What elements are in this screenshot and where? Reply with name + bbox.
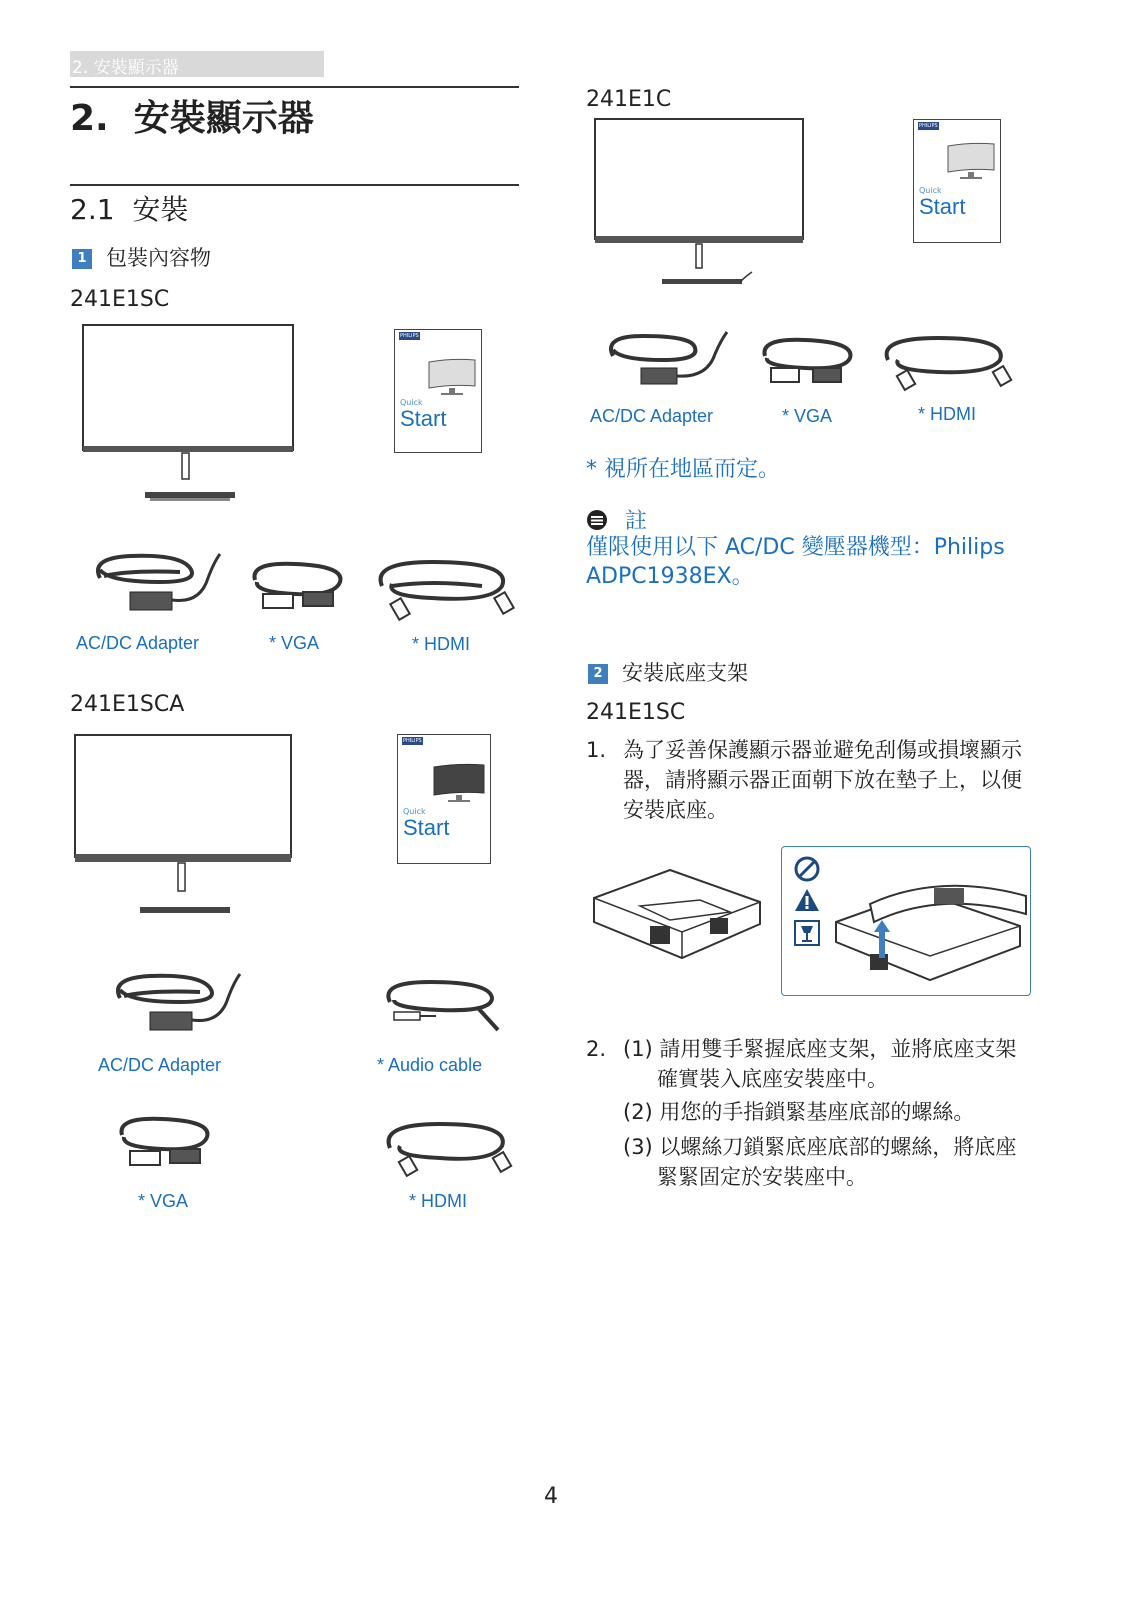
- model-label: 241E1SC: [70, 287, 170, 312]
- subheading-stand: [588, 657, 748, 687]
- chapter-title: 2. 安裝顯示器: [70, 98, 314, 139]
- adapter-cable-illustration: [90, 548, 230, 618]
- monitor-thumbnail-icon: [946, 142, 996, 182]
- adapter-cable-illustration: [603, 330, 743, 390]
- monitor-illustration: [80, 322, 300, 512]
- step-1-number: 1.: [586, 738, 607, 762]
- quick-start-quick: Quick: [400, 398, 423, 407]
- vga-label: * VGA: [782, 406, 833, 426]
- vga-cable-illustration: [112, 1115, 222, 1180]
- hdmi-cable-illustration: [372, 556, 522, 621]
- section-rule: [70, 184, 519, 186]
- monitor-on-foam-illustration: [830, 866, 1026, 986]
- model-label: 241E1SC: [586, 700, 686, 725]
- quick-start-brand: PHILIPS: [919, 123, 938, 129]
- foam-box-illustration: [590, 862, 765, 972]
- fragile-icon: [794, 920, 820, 946]
- audio-cable-label: * Audio cable: [377, 1055, 483, 1075]
- note-icon: [586, 509, 608, 531]
- quick-start-quick: Quick: [919, 186, 942, 195]
- step-1-text: 為了妥善保護顯示器並避免刮傷或損壞顯示器，請將顯示器正面朝下放在墊子上，以便安裝底座。: [623, 738, 1022, 822]
- section-title: 2.1 安裝: [70, 193, 189, 226]
- monitor-illustration: [592, 116, 812, 291]
- subheading-contents: [72, 242, 211, 272]
- vga-label: * VGA: [138, 1191, 189, 1211]
- quick-start-guide: [397, 734, 491, 864]
- hdmi-label: * HDMI: [409, 1191, 467, 1211]
- warning-icon: [794, 888, 820, 912]
- adapter-label: AC/DC Adapter: [98, 1055, 222, 1075]
- monitor-thumbnail-icon: [432, 763, 486, 805]
- note-text: 僅限使用以下 AC/DC 變壓器機型：Philips ADPC1938EX。: [586, 535, 1005, 589]
- model-label: 241E1SCA: [70, 692, 185, 717]
- monitor-illustration: [72, 732, 297, 917]
- step-2c-text: (3) 以螺絲刀鎖緊底座底部的螺絲，將底座緊緊固定於安裝座中。: [623, 1135, 1017, 1189]
- subheading-text: 包裝內容物: [106, 246, 211, 270]
- subheading-number: 1: [72, 249, 92, 269]
- quick-start-start: Start: [403, 815, 450, 840]
- subheading-text: 安裝底座支架: [622, 661, 748, 685]
- step-2b-text: (2) 用您的手指鎖緊基座底部的螺絲。: [623, 1100, 975, 1124]
- subheading-number: 2: [588, 664, 608, 684]
- quick-start-guide: [394, 329, 482, 453]
- quick-start-quick: Quick: [403, 807, 426, 816]
- page-number: 4: [544, 1484, 558, 1509]
- vga-cable-illustration: [755, 336, 860, 392]
- quick-start-start: Start: [400, 406, 447, 431]
- step-2-number: 2.: [586, 1037, 607, 1061]
- vga-cable-illustration: [245, 560, 350, 620]
- vga-label: * VGA: [269, 633, 320, 653]
- quick-start-brand: PHILIPS: [400, 333, 419, 339]
- step-2a-text: (1) 請用雙手緊握底座支架，並將底座支架確實裝入底座安裝座中。: [623, 1037, 1017, 1091]
- monitor-thumbnail-icon: [427, 358, 477, 398]
- quick-start-brand: PHILIPS: [403, 738, 422, 744]
- chapter-rule: [70, 86, 519, 88]
- model-label: 241E1C: [586, 87, 672, 112]
- prohibited-icon: [794, 856, 820, 882]
- adapter-cable-illustration: [110, 968, 250, 1038]
- quick-start-start: Start: [919, 194, 966, 219]
- region-note: * 視所在地區而定。: [586, 457, 780, 482]
- hdmi-cable-illustration: [878, 334, 1023, 394]
- hdmi-label: * HDMI: [918, 404, 976, 424]
- audio-cable-illustration: [380, 978, 510, 1038]
- note-title: 註: [625, 509, 648, 534]
- hdmi-cable-illustration: [380, 1118, 520, 1178]
- hdmi-label: * HDMI: [412, 634, 470, 654]
- note-heading: [586, 504, 647, 535]
- quick-start-guide: [913, 119, 1001, 243]
- adapter-label: AC/DC Adapter: [76, 633, 200, 653]
- adapter-label: AC/DC Adapter: [590, 406, 714, 426]
- header-tab-label: 2. 安裝顯示器: [72, 58, 179, 78]
